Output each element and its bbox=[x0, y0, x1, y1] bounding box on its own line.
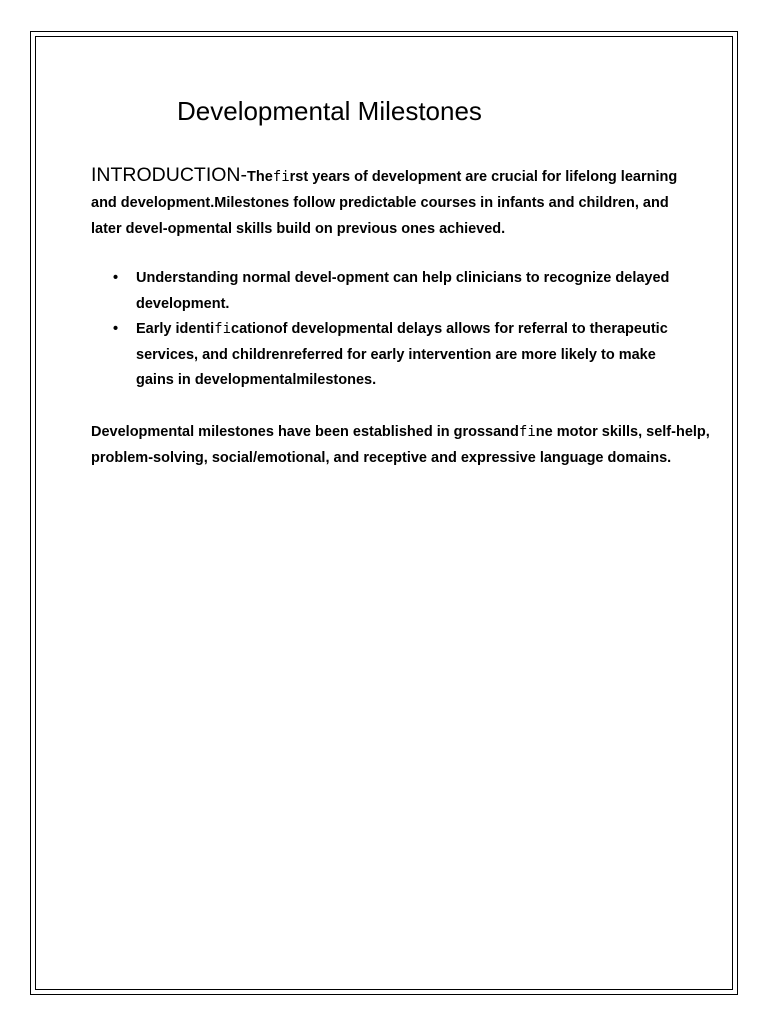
intro-ligature: fi bbox=[272, 169, 290, 185]
bullet-ligature: fi bbox=[214, 321, 232, 337]
milestones-paragraph bbox=[91, 419, 711, 471]
paragraph-text-part2: ne motor skills, self-help, problem-solving, social/emotional, and receptive and expressive language domains. bbox=[91, 424, 710, 466]
bullet-item bbox=[113, 317, 673, 394]
paragraph-ligature: fi bbox=[518, 424, 536, 440]
intro-text-part1: The bbox=[246, 169, 273, 185]
paragraph-text-part1: Developmental milestones have been established in grossand bbox=[91, 424, 519, 440]
introduction-paragraph bbox=[91, 162, 691, 242]
introduction-heading: INTRODUCTION- bbox=[91, 164, 247, 186]
bullet-item bbox=[113, 266, 673, 317]
intro-text-part2: rst years of development are crucial for lifelong learning and development.Milestones follow predictable courses in infants and children, and later devel-opmental skills build on previous ones achieved. bbox=[91, 169, 678, 237]
bullet-text-part2: cationof developmental delays allows for referral to therapeutic services, and childrenreferred for early intervention are more likely to make gains in developmentalmilestones. bbox=[136, 321, 668, 388]
bullet-list bbox=[113, 266, 673, 394]
document-title: Developmental Milestones bbox=[177, 96, 482, 126]
bullet-text: Understanding normal devel-opment can help clinicians to recognize delayed development. bbox=[136, 270, 670, 312]
bullet-text-part1: Early identi bbox=[136, 321, 215, 337]
